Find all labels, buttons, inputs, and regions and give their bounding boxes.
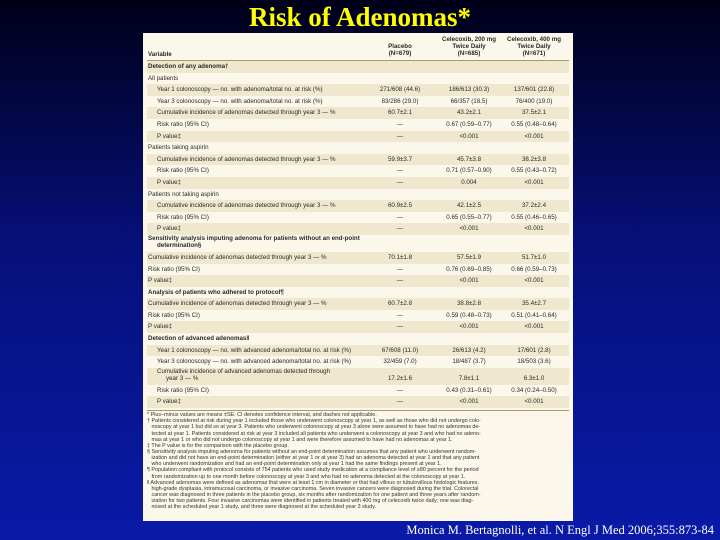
celecoxib-400-cell: 35.4±2.7 <box>521 300 547 308</box>
row-label: Year 1 colonoscopy — no. with adenoma/total no. at risk (%) <box>157 86 323 94</box>
table-row <box>147 154 569 166</box>
row-label: All patients <box>148 74 179 82</box>
row-label: Risk ratio (95% CI) <box>157 167 209 175</box>
celecoxib-200-cell: 0.76 (0.69–0.85) <box>446 265 492 273</box>
footnote-line: tected at year 1. Patients considered at risk at year 3 included all patients who underwent a colonoscopy at year 3 and who had no adeno- <box>147 430 481 437</box>
table-row <box>147 107 569 119</box>
celecoxib-200-cell: 0.43 (0.31–0.61) <box>446 386 492 394</box>
header-c200-line1: Celecoxib, 200 mg <box>442 36 496 43</box>
placebo-cell: 59.9±3.7 <box>387 155 413 163</box>
table-row <box>147 131 569 143</box>
table-row <box>147 200 569 212</box>
celecoxib-200-cell: 57.5±1.9 <box>456 253 482 261</box>
placebo-cell: 83/286 (29.0) <box>381 97 419 105</box>
table-row <box>147 385 569 397</box>
header-placebo-line2: (N=679) <box>388 50 412 57</box>
row-label: Detection of advanced adenomas‖ <box>148 335 250 343</box>
celecoxib-200-cell: 186/613 (30.3) <box>448 86 490 94</box>
table-row <box>147 356 569 368</box>
celecoxib-200-cell: 42.1±2.5 <box>456 202 482 210</box>
celecoxib-400-cell: 0.55 (0.48–0.64) <box>511 120 557 128</box>
row-label: Detection of any adenoma† <box>148 63 229 70</box>
celecoxib-200-cell: <0.001 <box>459 398 479 406</box>
celecoxib-400-cell: <0.001 <box>524 225 544 233</box>
placebo-cell: — <box>396 167 404 175</box>
celecoxib-200-cell: <0.001 <box>459 132 479 140</box>
header-celecoxib-200 <box>434 36 504 57</box>
header-variable: Variable <box>148 51 172 58</box>
footnote-line: ‡ The P value is for the comparison with the placebo group. <box>147 442 289 449</box>
row-label: Cumulative incidence of adenomas detected through year 3 — % <box>148 300 327 308</box>
placebo-cell: — <box>396 311 404 319</box>
celecoxib-200-cell: <0.001 <box>459 225 479 233</box>
placebo-cell: — <box>396 265 404 273</box>
table-row <box>147 333 569 345</box>
celecoxib-200-cell: 0.71 (0.57–0.90) <box>446 167 492 175</box>
placebo-cell: — <box>396 225 404 233</box>
celecoxib-400-cell: <0.001 <box>524 178 544 186</box>
celecoxib-400-cell: 0.51 (0.41–0.64) <box>511 311 557 319</box>
table-header <box>147 34 569 61</box>
table-row <box>147 223 569 235</box>
footnote-line: who underwent randomization and had an end-point determination only at year 1 had the same findings present at year 1. <box>147 461 442 468</box>
celecoxib-200-cell: 43.2±2.1 <box>456 109 482 117</box>
celecoxib-400-cell: 18/503 (3.6) <box>517 358 551 366</box>
placebo-cell: 60.9±2.5 <box>387 202 413 210</box>
celecoxib-400-cell: 0.34 (0.24–0.50) <box>511 386 557 394</box>
placebo-cell: — <box>396 277 404 285</box>
table-row <box>147 61 569 73</box>
celecoxib-200-cell: 45.7±3.8 <box>456 155 482 163</box>
celecoxib-200-cell: <0.001 <box>459 277 479 285</box>
table-row <box>147 321 569 333</box>
celecoxib-400-cell: 37.5±2.1 <box>521 109 547 117</box>
row-label: Risk ratio (95% CI) <box>157 213 209 221</box>
table-row <box>147 177 569 189</box>
row-label: P value‡ <box>157 178 181 186</box>
placebo-cell: 60.7±2.8 <box>387 300 413 308</box>
table-body <box>147 61 569 408</box>
table-row <box>147 119 569 131</box>
row-label: Analysis of patients who adhered to protocol¶ <box>148 288 284 296</box>
celecoxib-200-cell: 26/613 (4.2) <box>452 346 486 354</box>
footnote-line: ization for two patients. Four invasive carcinomas were identified in patients treated with 400 mg of celecoxib twice daily; one was diag- <box>147 498 474 505</box>
placebo-cell: — <box>396 213 404 221</box>
celecoxib-200-cell: 0.65 (0.55–0.77) <box>446 213 492 221</box>
row-label: P value‡ <box>157 225 181 233</box>
celecoxib-400-cell: 38.2±3.8 <box>521 155 547 163</box>
celecoxib-400-cell: <0.001 <box>524 277 544 285</box>
row-label-line: year 3 — % <box>166 375 199 383</box>
row-label: Cumulative incidence of adenomas detected through year 3 — % <box>148 253 327 261</box>
footnote-line: cancer was diagnosed in three patients in the placebo group, six months after randomization for one patient and three years after random- <box>147 492 481 499</box>
table-row <box>147 298 569 310</box>
celecoxib-400-cell: <0.001 <box>524 398 544 406</box>
row-label: Risk ratio (95% CI) <box>148 265 200 273</box>
table-row <box>147 252 569 264</box>
placebo-cell: 32/459 (7.0) <box>383 358 417 366</box>
footnotes <box>147 410 569 511</box>
row-label: Cumulative incidence of adenomas detected through year 3 — % <box>157 155 336 163</box>
citation: Monica M. Bertagnolli, et al. N Engl J Med 2006;355:873-84 <box>406 523 714 537</box>
row-label: Patients not taking aspirin <box>148 190 219 198</box>
celecoxib-200-cell: <0.001 <box>459 323 479 331</box>
table-row <box>147 142 569 154</box>
footnote-line: * Plus–minus values are means ±SE. CI denotes confidence interval, and dashes not applicable. <box>147 412 377 419</box>
celecoxib-400-cell: 0.66 (0.59–0.73) <box>511 265 557 273</box>
table-row <box>147 73 569 85</box>
results-table <box>143 33 573 521</box>
row-label: Risk ratio (95% CI) <box>148 311 200 319</box>
slide-title: Risk of Adenomas* <box>248 2 472 32</box>
celecoxib-400-cell: <0.001 <box>524 132 544 140</box>
celecoxib-200-cell: 38.8±2.8 <box>456 300 482 308</box>
placebo-cell: 67/608 (11.0) <box>381 346 419 354</box>
header-c400-line1: Celecoxib, 400 mg <box>507 36 561 43</box>
table-row <box>147 96 569 108</box>
footnote-line: ¶ Population compliant with protocol consists of 754 patients who used study medication at a compliance level of ≥80 percent for the period <box>147 467 479 474</box>
placebo-cell: 60.7±2.1 <box>387 109 413 117</box>
celecoxib-200-cell: 18/487 (3.7) <box>452 358 486 366</box>
footnote-line: ization and did not have an end-point determination (either at year 1 or at year 3) had an adenoma detected at year 1 and that any patient <box>147 455 480 462</box>
celecoxib-200-cell: 7.8±1.1 <box>458 374 480 382</box>
header-c400-line2: Twice Daily <box>517 43 551 50</box>
row-label: P value‡ <box>157 398 181 406</box>
celecoxib-400-cell: 137/601 (22.8) <box>513 86 555 94</box>
placebo-cell: 271/608 (44.6) <box>379 86 421 94</box>
placebo-cell: 17.2±1.6 <box>387 374 413 382</box>
placebo-cell: — <box>396 398 404 406</box>
footnote-line: noscopy at year 1 but did so at year 3. Patients who underwent colonoscopy at year 3 alone were assumed to have had no adenomas de- <box>147 424 481 431</box>
table-row <box>147 345 569 357</box>
table-row <box>147 310 569 322</box>
celecoxib-200-cell: 0.67 (0.59–0.77) <box>446 120 492 128</box>
footnote-line: † Patients considered at risk during year 1 included those who underwent colonoscopy at year 1, as well as those who did not undergo colo- <box>147 418 481 425</box>
placebo-cell: 70.1±1.8 <box>387 253 413 261</box>
table-row <box>147 165 569 177</box>
celecoxib-400-cell: 0.55 (0.43–0.72) <box>511 167 557 175</box>
placebo-cell: — <box>396 386 404 394</box>
celecoxib-400-cell: 0.55 (0.46–0.65) <box>511 213 557 221</box>
celecoxib-200-cell: 66/357 (18.5) <box>450 97 488 105</box>
header-placebo <box>365 43 435 57</box>
table-row <box>147 396 569 408</box>
header-celecoxib-400 <box>499 36 569 57</box>
celecoxib-400-cell: 17/601 (2.8) <box>517 346 551 354</box>
row-label-line: Sensitivity analysis imputing adenoma for patients without an end-point <box>148 234 360 242</box>
table-row <box>147 212 569 224</box>
celecoxib-200-cell: 0.59 (0.48–0.73) <box>446 311 492 319</box>
row-label-line: Cumulative incidence of advanced adenomas detected through <box>157 367 331 375</box>
header-c400-line3: (N=671) <box>522 50 546 57</box>
footnote-line: mas at year 1 or who did not undergo colonoscopy at year 1 and were therefore assumed to have had no adenomas at year 1. <box>147 436 453 443</box>
placebo-cell: — <box>396 178 404 186</box>
placebo-cell: — <box>396 120 404 128</box>
row-label: Cumulative incidence of adenomas detected through year 3 — % <box>157 109 336 117</box>
row-label: P value‡ <box>157 132 181 140</box>
row-label: Year 3 colonoscopy — no. with advanced adenoma/total no. at risk (%) <box>157 358 352 366</box>
header-c200-line3: (N=685) <box>457 50 481 57</box>
row-label <box>148 235 360 250</box>
header-c200-line2: Twice Daily <box>452 43 486 50</box>
celecoxib-400-cell: <0.001 <box>524 323 544 331</box>
footnote-line: high-grade dysplasia, intramucosal carcinoma, or invasive carcinoma. Seven invasive cancers were diagnosed during the trial. Colorectal <box>147 485 479 492</box>
placebo-cell: — <box>396 323 404 331</box>
table-row <box>147 264 569 276</box>
header-placebo-line1: Placebo <box>388 43 412 50</box>
row-label-line: determination§ <box>157 242 202 250</box>
row-label: P value‡ <box>148 277 172 285</box>
footnote-line: ‖ Advanced adenomas were defined as adenomas that were at least 1 cm in diameter or that had villous or tubulovillous histologic features, <box>147 479 479 486</box>
table-row <box>147 235 569 252</box>
placebo-cell: — <box>396 132 404 140</box>
row-label: Year 1 colonoscopy — no. with advanced adenoma/total no. at risk (%) <box>157 346 352 354</box>
table-row <box>147 287 569 299</box>
row-label: Year 3 colonoscopy — no. with adenoma/total no. at risk (%) <box>157 97 323 105</box>
celecoxib-200-cell: 0.004 <box>461 178 477 186</box>
celecoxib-400-cell: 37.2±2.4 <box>521 202 547 210</box>
row-label: P value‡ <box>148 323 172 331</box>
celecoxib-400-cell: 6.3±1.0 <box>523 374 545 382</box>
table-row <box>147 275 569 287</box>
footnote-line: § Sensitivity analysis imputing adenoma for patients without an end-point determination assumes that any patient who underwent random- <box>147 448 477 455</box>
footnote-line: from randomization up to one month before colonoscopy at year 3 and who had no adenoma detected at the colonoscopy at year 1. <box>147 473 466 480</box>
table-row <box>147 189 569 201</box>
row-label <box>157 368 330 383</box>
celecoxib-400-cell: 76/400 (19.0) <box>515 97 553 105</box>
row-label: Risk ratio (95% CI) <box>157 120 209 128</box>
row-label: Patients taking aspirin <box>148 144 209 152</box>
row-label: Risk ratio (95% CI) <box>157 386 209 394</box>
table-row <box>147 84 569 96</box>
table-row <box>147 368 569 385</box>
row-label: Cumulative incidence of adenomas detected through year 3 — % <box>157 202 336 210</box>
footnote-line: nosed at the scheduled year 1 study, and three were diagnosed at the scheduled year 3 study. <box>147 504 377 511</box>
celecoxib-400-cell: 51.7±1.0 <box>521 253 547 261</box>
